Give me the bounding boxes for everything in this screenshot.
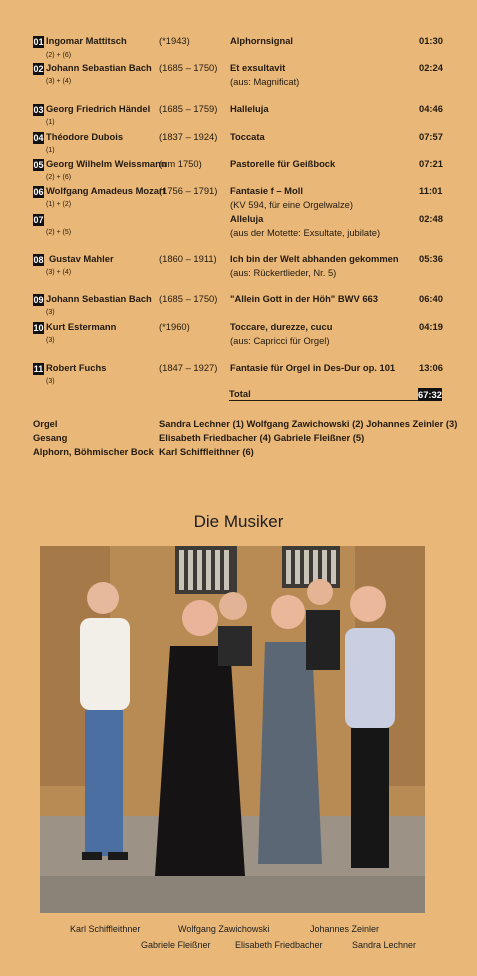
track-number: 09 [33,295,44,305]
piece-title: Ich bin der Welt abhanden gekommen [230,253,399,264]
track-time: 02:48 [419,213,443,224]
composer-dates: (1685 – 1750) [159,293,218,304]
piece-subtitle: (aus der Motette: Exsultate, jubilate) [230,227,381,238]
track-time: 07:57 [419,131,443,142]
track-number: 02 [33,64,44,74]
composer-dates: (1685 – 1759) [159,103,218,114]
instrumentation: (3) [46,337,55,344]
instrumentation: (3) [46,378,55,385]
composer-dates: (1685 – 1750) [159,62,218,73]
piece-title: Toccare, durezze, cucu [230,321,333,332]
instrumentation: (2) + (6) [46,52,72,59]
caption-name: Wolfgang Zawichowski [178,924,270,934]
composer: Ingomar Mattitsch [46,35,127,46]
piece-title: "Allein Gott in der Höh" BWV 663 [230,293,378,304]
section-heading: Die Musiker [193,512,284,531]
instrumentation: (1) [46,147,55,154]
track-time: 01:30 [419,35,443,46]
caption-name: Elisabeth Friedbacher [235,940,323,950]
track-time: 04:19 [419,321,443,332]
orgel-names: Sandra Lechner (1) Wolfgang Zawichowski (2) Johannes Zeinler (3) [159,418,458,429]
instrumentation: (3) + (4) [46,78,72,85]
piece-title: Toccata [230,131,265,142]
orgel-label: Orgel [33,418,58,429]
track-number: 04 [33,133,44,143]
piece-subtitle: (aus: Magnificat) [230,76,300,87]
track-time: 02:24 [419,62,443,73]
piece-title: Fantasie für Orgel in Des-Dur op. 101 [230,362,396,373]
track-time: 11:01 [419,185,443,196]
track-number: 07 [33,215,44,225]
instrumentation: (2) + (6) [46,174,72,181]
track-time: 06:40 [419,293,443,304]
composer-dates: (1847 – 1927) [159,362,218,373]
track-number: 06 [33,187,44,197]
track-number: 11 [33,364,44,374]
instrumentation: (2) + (5) [46,229,72,236]
instrumentation: (1) [46,119,55,126]
composer-dates: (1756 – 1791) [159,185,218,196]
total-time: 67:32 [418,389,442,400]
composer: Johann Sebastian Bach [46,62,152,73]
instrumentation: (1) + (2) [46,201,72,208]
piece-title: Fantasie f – Moll [230,185,303,196]
composer: Johann Sebastian Bach [46,293,152,304]
piece-title: Alphornsignal [230,35,294,46]
caption-name: Johannes Zeinler [310,924,380,934]
group-photo-illustration [40,546,425,913]
piece-title: Et exsultavit [230,62,286,73]
composer-dates: (1860 – 1911) [159,253,217,264]
composer: Kurt Estermann [46,321,117,332]
caption-name: Karl Schiffleithner [70,924,141,934]
track-number: 10 [33,323,44,333]
caption-name: Gabriele Fleißner [141,940,211,950]
alphorn-label: Alphorn, Böhmischer Bock [33,446,154,457]
composer-dates: (um 1750) [159,158,202,169]
track-number: 08 [33,255,44,265]
track-time: 07:21 [419,158,443,169]
group-photo [40,546,425,913]
composer: Théodore Dubois [46,131,124,142]
composer: Wolfgang Amadeus Mozart [46,185,166,196]
composer: Gustav Mahler [49,253,114,264]
composer-dates: (1837 – 1924) [159,131,218,142]
piece-title: Pastorelle für Geißbock [230,158,336,169]
gesang-names: Elisabeth Friedbacher (4) Gabriele Fleißner (5) [159,432,365,443]
track-time: 05:36 [419,253,443,264]
composer-dates: (*1960) [159,321,190,332]
piece-title: Halleluja [230,103,269,114]
composer: Georg Wilhelm Weissmann [46,158,167,169]
caption-name: Sandra Lechner [352,940,417,950]
track-time: 04:46 [419,103,443,114]
composer: Robert Fuchs [46,362,107,373]
gesang-label: Gesang [33,432,68,443]
track-number: 05 [33,160,44,170]
alphorn-names: Karl Schiffleithner (6) [159,446,254,457]
instrumentation: (3) [46,309,55,316]
piece-subtitle: (aus: Rückertlieder, Nr. 5) [230,267,337,278]
total-label: Total [229,388,251,399]
piece-title: Alleluja [230,213,264,224]
composer-dates: (*1943) [159,35,190,46]
track-number: 03 [33,105,44,115]
piece-subtitle: (KV 594, für eine Orgelwalze) [230,199,353,210]
composer: Georg Friedrich Händel [46,103,151,114]
piece-subtitle: (aus: Capricci für Orgel) [230,335,330,346]
instrumentation: (3) + (4) [46,269,72,276]
total-divider [229,400,442,401]
track-number: 01 [33,37,44,47]
track-time: 13:06 [419,362,443,373]
